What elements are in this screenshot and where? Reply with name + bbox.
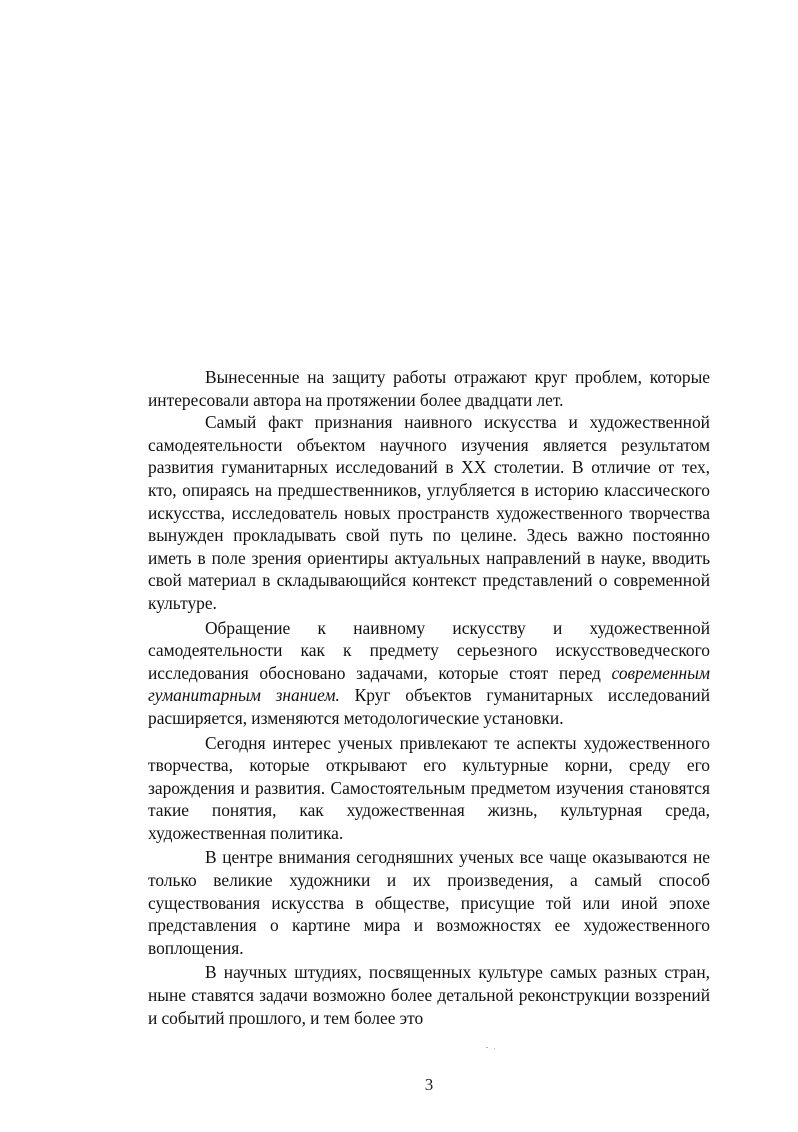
page-number: 3 [424, 1075, 434, 1094]
paragraph-3-text-end: Круг объектов гуманитарных исследований расширяется, изменяются методологические установки. [148, 685, 710, 728]
paragraph-5 [148, 846, 710, 959]
paragraph-1 [148, 366, 710, 411]
body-text [148, 366, 710, 1029]
paragraph-4 [148, 732, 710, 845]
paragraph-3-text-start: Обращение к наивному искусству и художественной самодеятельности как к предмету серьезного искусствоведческого исследования обосновано задачами, которые стоят перед [148, 617, 710, 683]
paragraph-1-text: Вынесенные на защиту работы отражают круг проблем, которые интересовали автора на протяжении более двадцати лет. [148, 367, 710, 410]
paragraph-4-text: Сегодня интерес ученых привлекают те аспекты художественного творчества, которые открывают его культурные корни, среду его зарождения и развития. Самостоятельным предметом изучения становятся такие понятия, как художественная жизнь, культурная среда, художественная политика. [148, 732, 710, 843]
scan-speck [486, 1047, 488, 1048]
paragraph-2 [148, 411, 710, 614]
paragraph-5-text: В центре внимания сегодняшних ученых все чаще оказываются не только великие художники и их произведения, а самый способ существования искусства в обществе, присущие той или иной эпохе представления о картине мира и возможностях ее художественного воплощения. [148, 847, 710, 958]
paragraph-6 [148, 961, 710, 1029]
scan-speck [494, 1048, 495, 1049]
paragraph-6-text: В научных штудиях, посвященных культуре самых разных стран, ныне ставятся задачи возможно более детальной реконструкции воззрений и событий прошлого, и тем более это [148, 962, 710, 1028]
paragraph-3 [148, 617, 710, 730]
paragraph-3-italic-phrase: современным гуманитарным знанием. [148, 662, 710, 706]
paragraph-2-text: Самый факт признания наивного искусства и художественной самодеятельности объектом научного изучения является результатом развития гуманитарных исследований в XX столетии. В отличие от тех, кто, опираясь на предшественников, углубляется в историю классического искусства, исследователь новых пространств художественного творчества вынужден прокладывать свой путь по целине. Здесь важно постоянно иметь в поле зрения ориентиры актуальных направлений в науке, вводить свой материал в складывающийся контекст представлений о современной культуре. [148, 412, 710, 613]
